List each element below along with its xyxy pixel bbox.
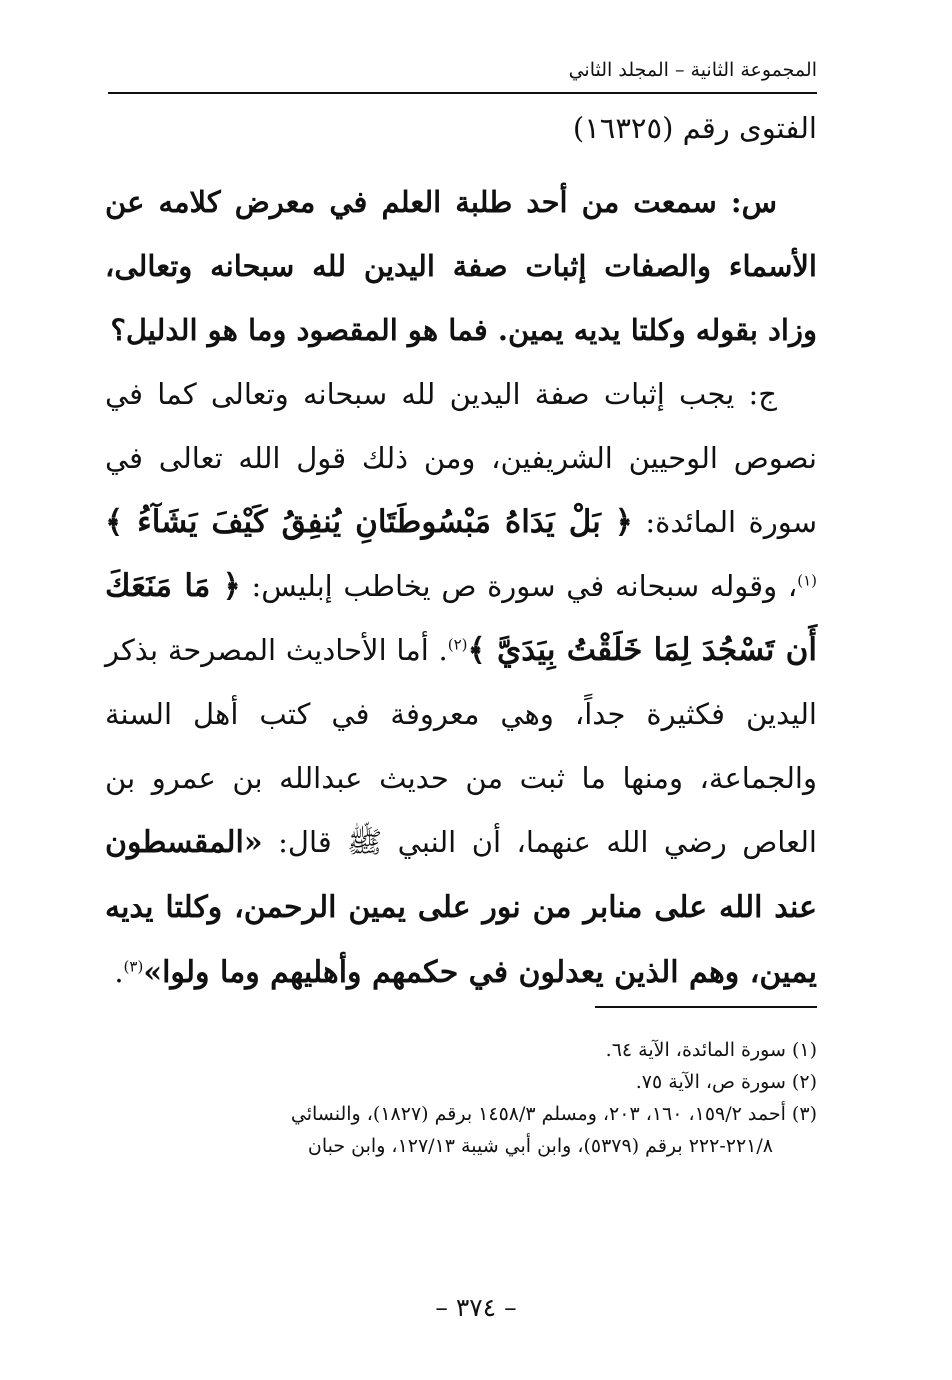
answer-text-end: . xyxy=(114,955,124,989)
footnote-2: (٢) سورة ص، الآية ٧٥. xyxy=(635,1071,817,1093)
answer-text-part3: . أما الأحاديث المصرحة بذكر اليدين فكثيرة جداً، وهي معروفة في كتب أهل السنة والجماعة، ومنها ما ثبت من حديث عبدالله بن عمرو بن العاص رضي الله عنهما، أن النبي ﷺ قال: xyxy=(105,633,817,859)
quran-verse-maidah: ﴿ بَلْ يَدَاهُ مَبْسُوطَتَانِ يُنفِقُ كَيْفَ يَشَآءُ ﴾ xyxy=(105,504,633,540)
footnote-1: (١) سورة المائدة، الآية ٦٤. xyxy=(605,1039,817,1061)
header-rule xyxy=(108,92,817,94)
answer-text-part2: ، وقوله سبحانه في سورة ص يخاطب إبليس: xyxy=(240,569,798,603)
footnote-rule xyxy=(595,1006,817,1008)
running-header: المجموعة الثانية – المجلد الثاني xyxy=(568,59,817,81)
footnote-ref-2: (٢) xyxy=(447,635,468,654)
page-number: – ٣٧٤ – xyxy=(435,1293,517,1322)
footnote-ref-3: (٣) xyxy=(123,957,144,976)
footnote-3-continued: ٢٢١/٨-٢٢٢ برقم (٥٣٧٩)، وابن أبي شيبة ١٢٧/١٣، وابن حبان xyxy=(307,1135,773,1157)
hadith-quote: «المقسطون عند الله على منابر من نور على يمين الرحمن، وكلتا يديه يمين، وهم الذين يعدلون في حكمهم وأهليهم وما ولوا» xyxy=(105,825,817,990)
footnote-ref-1: (١) xyxy=(797,571,817,590)
footnotes xyxy=(105,1034,817,1162)
footnote-3: (٣) أحمد ١٥٩/٢، ١٦٠، ٢٠٣، ومسلم ١٤٥٨/٣ برقم (١٨٢٧)، والنسائي xyxy=(290,1103,817,1125)
quran-verse-sad: ﴿ مَا مَنَعَكَ أَن تَسْجُدَ لِمَا خَلَقْتُ بِيَدَيَّ ﴾ xyxy=(105,568,817,668)
fatwa-number: الفتوى رقم (١٦٣٢٥) xyxy=(572,111,817,145)
answer-text-part1: ج: يجب إثبات صفة اليدين لله سبحانه وتعالى كما في نصوص الوحيين الشريفين، ومن ذلك قول الله تعالى في سورة المائدة: xyxy=(105,377,817,539)
body-text xyxy=(105,170,817,1005)
question-paragraph: س: سمعت من أحد طلبة العلم في معرض كلامه عن الأسماء والصفات إثبات صفة اليدين لله سبحانه وتعالى، وزاد بقوله وكلتا يديه يمين. فما هو المقصود وما هو الدليل؟ xyxy=(105,185,817,347)
answer-paragraph xyxy=(105,362,817,1005)
